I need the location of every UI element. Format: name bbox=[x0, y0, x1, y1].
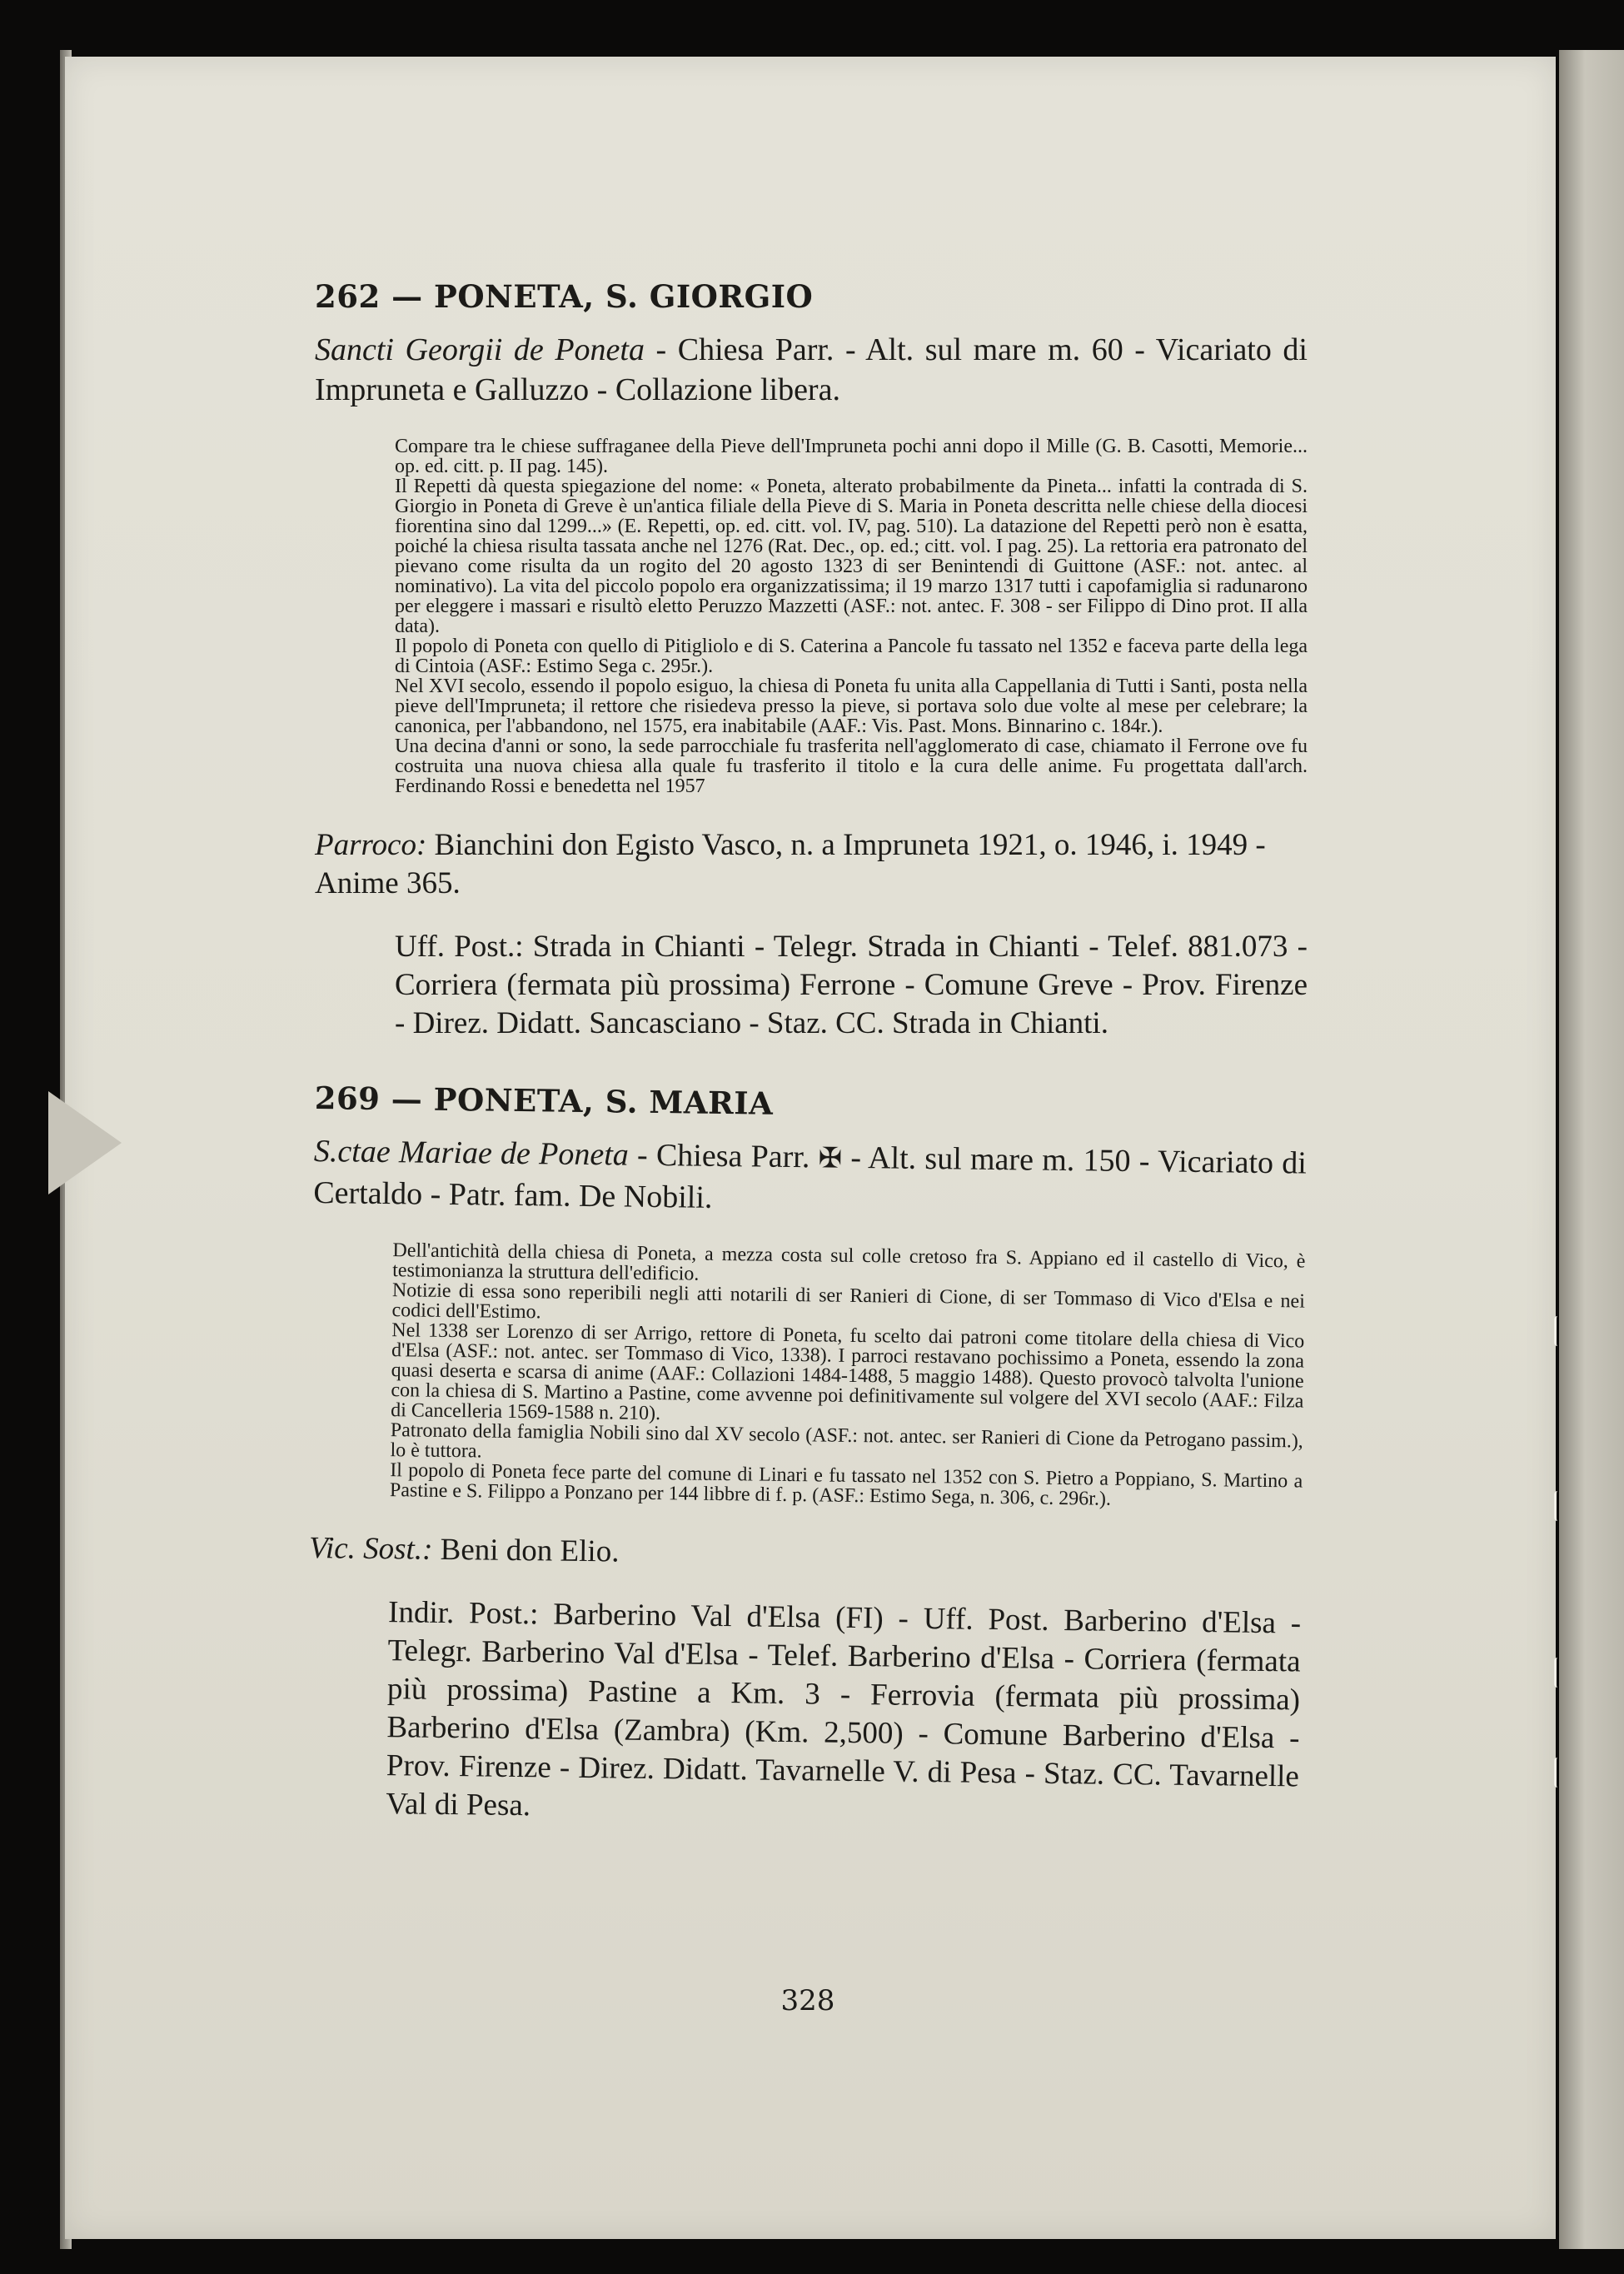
priest-label: Parroco: bbox=[315, 828, 427, 862]
entry-269 bbox=[306, 1080, 1308, 1834]
latin-title: S.ctae Mariae de Poneta bbox=[313, 1133, 630, 1173]
lead-text: - Alt. sul mare m. 150 - Vicariato di Certaldo - Patr. fam. De Nobili. bbox=[313, 1139, 1308, 1215]
binding-stitch bbox=[1554, 1316, 1565, 1346]
maltese-cross-icon: ✠ bbox=[818, 1143, 843, 1174]
postal-info: Indir. Post.: Barberino Val d'Elsa (FI) - Uff. Post. Barberino d'Elsa - Telegr. Barberino Val d'Elsa - Telef. Barberino d'Elsa - Corriera (fermata più prossima) Pastine a Km. 3 - Ferrovia (fermata più prossima) Barberino d'Elsa (Zambra) (Km. 2,500) - Comune Barberino d'Elsa - Prov. Firenze - Direz. Didatt. Tavarnelle V. di Pesa - Staz. CC. Tavarnelle Val di Pesa. bbox=[386, 1595, 1302, 1823]
note-paragraph: Patronato della famiglia Nobili sino dal XV secolo (ASF.: not. antec. ser Ranieri di Cione da Petrogano passim.), lo è tuttora. bbox=[390, 1419, 1303, 1463]
vicar-label: Vic. Sost.: bbox=[308, 1530, 433, 1567]
postal-info: Uff. Post.: Strada in Chianti - Telegr. Strada in Chianti - Telef. 881.073 - Corriera (fermata più prossima) Ferrone - Comune Greve - Prov. Firenze - Direz. Didatt. Sancasciano - Staz. CC. Strada in Chianti. bbox=[395, 930, 1308, 1040]
page-number: 328 bbox=[780, 1984, 835, 2017]
entry-heading: 262 — PONETA, S. GIORGIO bbox=[315, 278, 814, 315]
note-paragraph: Dell'antichità della chiesa di Poneta, a mezza costa sul colle cretoso fra S. Appiano ed il castello di Vico, è testimonianza la struttura dell'edificio. bbox=[392, 1239, 1306, 1285]
note-paragraph: Il popolo di Poneta fece parte del comune di Linari e fu tassato nel 1352 con S. Pietro a Poppiano, S. Martino a Pastine e S. Filippo a Ponzano per 144 libbre di f. p. (ASF.: Estimo Sega, n. 306, c. 296r.). bbox=[389, 1459, 1303, 1510]
note-paragraph: Il popolo di Poneta con quello di Pitigliolo e di S. Caterina a Pancole fu tassato nel 1352 e faceva parte della lega di Cintoia (ASF.: Estimo Sega c. 295r.). bbox=[395, 636, 1308, 677]
historical-notes bbox=[395, 436, 1308, 796]
note-paragraph: Notizie di essa sono reperibili negli atti notarili di ser Ranieri di Cione, di ser Tommaso di Vico d'Elsa e nei codici dell'Estimo. bbox=[391, 1279, 1305, 1324]
note-paragraph: Nel 1338 ser Lorenzo di ser Arrigo, rettore di Poneta, fu scelto dai patroni come titolare della chiesa di Vico d'Elsa (ASF.: not. antec. ser Tommaso di Vico, 1338). I parroci restavano pochissimo a Poneta, essendo la zona quasi deserta e scarsa di anime (AAF.: Collazioni 1484-1488, 5 maggio 1488). Questo provocò talvolta l'unione con la chiesa di S. Martino a Pastine, come avvenne poi definitivamente sul volgere del XVI secolo (AAF.: Filza di Cancelleria 1569-1588 n. 210). bbox=[390, 1319, 1305, 1425]
page-tab-marker bbox=[48, 1091, 122, 1194]
entry-262 bbox=[315, 278, 1308, 1043]
priest-text: Bianchini don Egisto Vasco, n. a Impruneta 1921, o. 1946, i. 1949 - Anime 365. bbox=[315, 828, 1266, 900]
lead-text: - Chiesa Parr. bbox=[628, 1137, 819, 1175]
latin-title: Sancti Georgii de Poneta bbox=[315, 332, 645, 367]
binding-stitch bbox=[1554, 1658, 1565, 1688]
page-content bbox=[308, 278, 1308, 1859]
vicar-substitute bbox=[309, 1529, 1302, 1580]
note-paragraph: Il Repetti dà questa spiegazione del nome: « Poneta, alterato probabilmente da Pineta... infatti la contrada di S. Giorgio in Poneta di Greve è un'antica filiale della Pieve di S. Maria in Poneta descritta nelle chiese della diocesi fiorentina sino dal 1299...» (E. Repetti, op. ed. citt. vol. IV, pag. 510). La datazione del Repetti però non è esatta, poiché la chiesa risulta tassata anche nel 1276 (Rat. Dec., op. ed.; citt. vol. I pag. 25). La rettoria era patronato del pievano come risulta da un rogito del 20 agosto 1323 di ser Benintendi di Guittone (ASF.: not. antec. al nominativo). La vita del piccolo popolo era organizzatissima; il 19 marzo 1317 tutti i capofamiglia si radunarono per eleggere i massari e risultò eletto Peruzzo Mazzetti (ASF.: not. antec. F. 308 - ser Filippo di Dino prot. II alla data). bbox=[395, 476, 1308, 637]
note-paragraph: Nel XVI secolo, essendo il popolo esiguo, la chiesa di Poneta fu unita alla Cappellania di Tutti i Santi, posta nella pieve dell'Impruneta; il rettore che risiedeva presso la pieve, si portava solo due volte al mese per celebrare; la canonica, per l'abbandono, nel 1575, era inabitabile (AAF.: Vis. Past. Mons. Binnarino c. 184r.). bbox=[395, 676, 1308, 737]
vicar-text: Beni don Elio. bbox=[432, 1532, 620, 1569]
binding-stitch bbox=[1554, 1758, 1565, 1788]
facing-page-edge bbox=[1559, 50, 1624, 2249]
binding-stitch bbox=[1554, 1491, 1565, 1521]
historical-notes bbox=[390, 1240, 1306, 1511]
entry-lead bbox=[313, 1131, 1307, 1225]
lead-text: - Chiesa Parr. - Alt. sul mare m. 60 - Vicariato di Impruneta e Galluzzo - Collazione libera. bbox=[315, 332, 1308, 407]
entry-lead bbox=[315, 330, 1308, 410]
note-paragraph: Una decina d'anni or sono, la sede parrocchiale fu trasferita nell'agglomerato di case, chiamato il Ferrone ove fu costruita una nuova chiesa alla quale fu trasferito il titolo e la cura delle anime. Fu progettata dall'arch. Ferdinando Rossi e benedetta nel 1957 bbox=[395, 736, 1308, 797]
parish-priest bbox=[315, 826, 1308, 903]
note-paragraph: Compare tra le chiese suffraganee della Pieve dell'Impruneta pochi anni dopo il Mille (G. B. Casotti, Memorie... op. ed. citt. p. II pag. 145). bbox=[395, 436, 1308, 477]
entry-heading: 269 — PONETA, S. MARIA bbox=[314, 1080, 774, 1122]
